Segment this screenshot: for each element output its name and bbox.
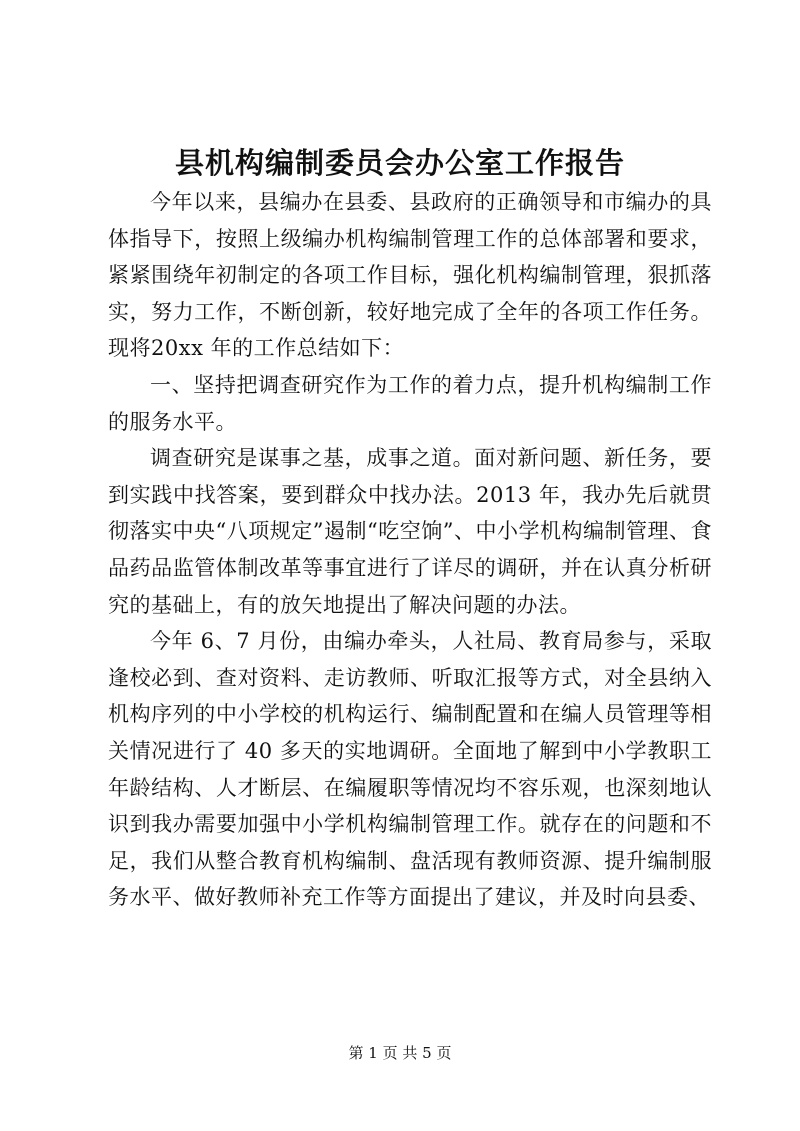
paragraph-section-heading: 一、坚持把调查研究作为工作的着力点，提升机构编制工作的服务水平。	[108, 372, 712, 434]
paragraph-school-survey: 今年 6、7 月份，由编办牵头，人社局、教育局参与，采取逢校必到、查对资料、走访教师、听取汇报等方式，对全县纳入机构序列的中小学校的机构运行、编制配置和在编人员管理等相关情况进行了 40 多天的实地调研。全面地了解到中小学教职工年龄结构、人才断层、在编履职等情况均不容乐观，也深刻地认识到我办需要加强中小学机构编制管理工作。就存在的问题和不足，我们从整合教育机构编制、盘活现有教师资源、提升编制服务水平、做好教师补充工作等方面提出了建议，并及时向县委、	[108, 629, 712, 910]
paragraph-research: 调查研究是谋事之基，成事之道。面对新问题、新任务，要到实践中找答案，要到群众中找办法。2013 年，我办先后就贯彻落实中央“八项规定”遏制“吃空饷”、中小学机构编制管理、食品药品监管体制改革等事宜进行了详尽的调研，并在认真分析研究的基础上，有的放矢地提出了解决问题的办法。	[108, 446, 712, 617]
page-footer: 第 1 页 共 5 页	[348, 1044, 452, 1062]
document-body	[108, 184, 712, 916]
paragraph-intro: 今年以来，县编办在县委、县政府的正确领导和市编办的具体指导下，按照上级编办机构编制管理工作的总体部署和要求，紧紧围绕年初制定的各项工作目标，强化机构编制管理，狠抓落实，努力工作，不断创新，较好地完成了全年的各项工作任务。现将20xx 年的工作总结如下：	[108, 190, 712, 361]
document-title: 县机构编制委员会办公室工作报告	[174, 146, 625, 180]
